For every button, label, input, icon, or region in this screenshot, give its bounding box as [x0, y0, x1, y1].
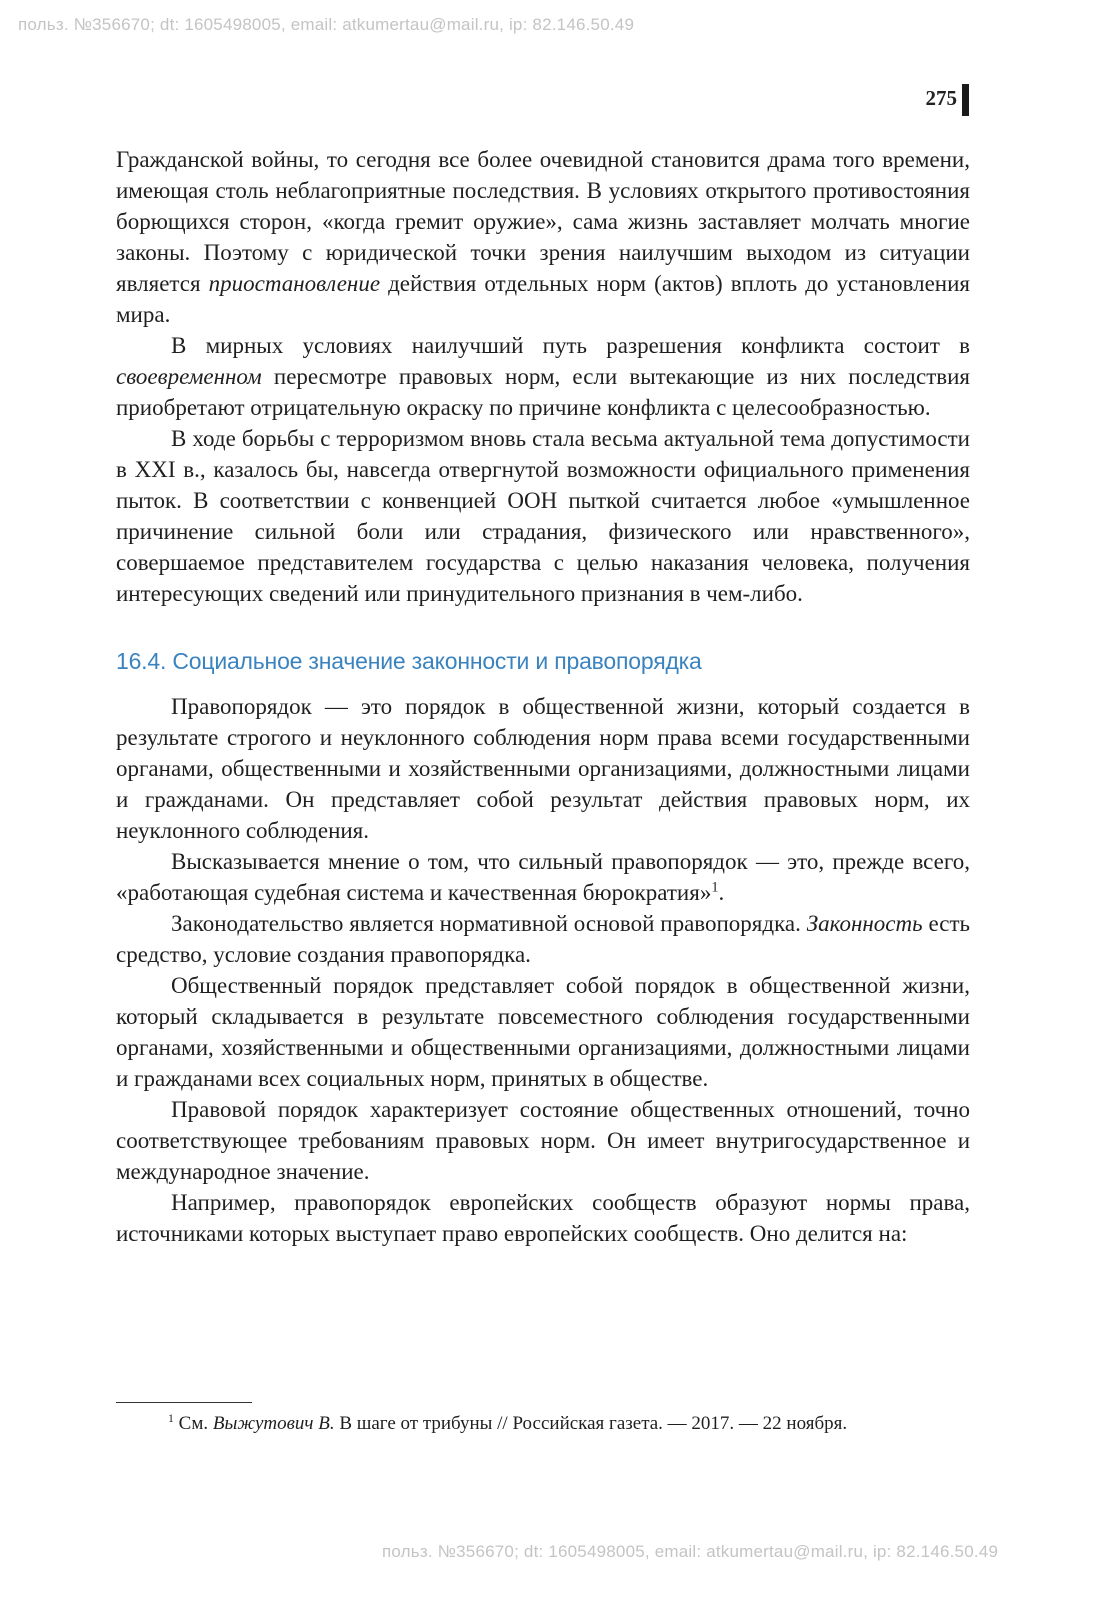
page-number-bar [962, 84, 969, 116]
footnote-divider [116, 1402, 252, 1403]
paragraph: Общественный порядок представляет собой порядок в общественной жизни, который складывается в результате повсеместного соблюдения государственными органами, хозяйственными и общественными организациями, должностными лицами и гражданами всех социальных норм, принятых в обществе. [116, 973, 970, 1091]
paragraph: Например, правопорядок европейских сообществ образуют нормы права, источниками которых выступает право европейских сообществ. Оно делится на: [116, 1190, 970, 1246]
paragraph: В мирных условиях наилучший путь разрешения конфликта состоит в своевременном пересмотре правовых норм, если вытекающие из них последствия приобретают отрицательную окраску по причине конфликта с целесообразностью. [116, 333, 970, 420]
section-heading: 16.4. Социальное значение законности и правопорядка [116, 648, 702, 674]
watermark-top: польз. №356670; dt: 1605498005, email: atkumertau@mail.ru, ip: 82.146.50.49 [18, 15, 635, 34]
paragraph: Высказывается мнение о том, что сильный правопорядок — это, прежде всего, «работающая судебная система и качественная бюрократия»$^1$. [116, 849, 970, 905]
footnote-mark: 1 [168, 1411, 174, 1425]
footnote-reference[interactable]: 1 [711, 879, 719, 896]
watermark-bottom: польз. №356670; dt: 1605498005, email: atkumertau@mail.ru, ip: 82.146.50.49 [382, 1542, 999, 1561]
footnote-author: Выжутович В. [212, 1413, 335, 1434]
paragraph: Правопорядок — это порядок в общественной жизни, который создается в результате строгого и неуклонного соблюдения норм права всеми государственными органами, общественными и хозяйственными организациями, должностными лицами и гражданами. Он представляет собой результат действия правовых норм, их неуклонного соблюдения. [116, 694, 970, 843]
page-number: 275 [925, 86, 957, 110]
footnote: $^1$ См. Выжутович В. В шаге от трибуны // Российская газета. — 2017. — 22 ноября. [168, 1411, 848, 1434]
italic-term: Законность [806, 911, 923, 936]
page-body [116, 144, 970, 1249]
italic-term: приостановление [208, 271, 381, 296]
paragraph: В ходе борьбы с терроризмом вновь стала весьма актуальной тема допустимости в XXI в., казалось бы, навсегда отвергнутой возможности официального применения пыток. В соответствии с конвенцией ООН пыткой считается любое «умышленное причинение сильной боли или страдания, физического или нравственного», совершаемое представителем государства с целью наказания человека, получения интересующих сведений или принудительного признания в чем-либо. [116, 426, 970, 606]
paragraph: Правовой порядок характеризует состояние общественных отношений, точно соответствующее требованиям правовых норм. Он имеет внутригосударственное и международное значение. [116, 1097, 970, 1184]
paragraph: Гражданской войны, то сегодня все более очевидной становится драма того времени, имеющая столь неблагоприятные последствия. В условиях открытого противостояния борющихся сторон, «когда гремит оружие», сама жизнь заставляет молчать многие законы. Поэтому с юридической точки зрения наилучшим выходом из ситуации является приостановление действия отдельных норм (актов) вплоть до установления мира. [116, 147, 970, 327]
paragraph: Законодательство является нормативной основой правопорядка. Законность есть средство, условие создания правопорядка. [116, 911, 970, 967]
italic-term: своевременном [116, 364, 262, 389]
